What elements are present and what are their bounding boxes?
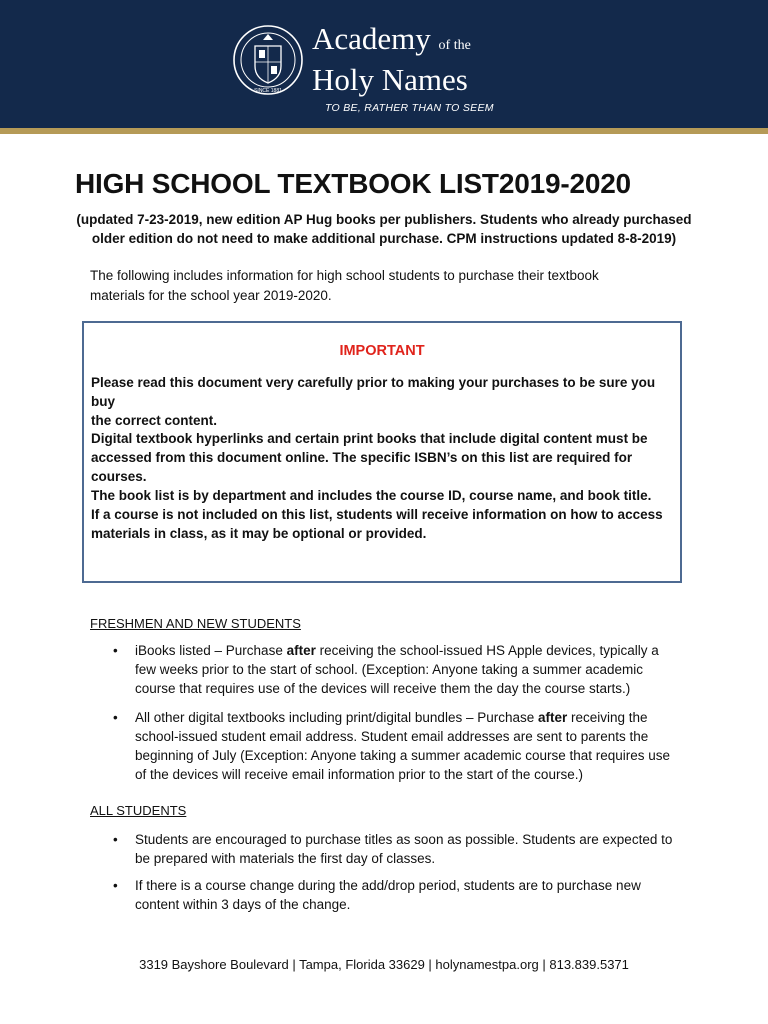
logo-of-the: of the [438,38,471,53]
bullet-text-pre: iBooks listed – Purchase [135,643,287,658]
logo-academy: Academy [312,21,431,56]
update-note-line-2: older edition do not need to make additional purchase. CPM instructions updated 8-8-2019) [91,231,677,246]
bullet-text-post: receiving the school-issued HS Apple devices, typically a few weeks prior to the start of school. (Exception: Anyone taking a summer academic course that requires use of the devices will receive them the day the course starts.) [135,643,659,696]
important-paragraph-1 [91,373,671,430]
important-p3-line-3: materials in class, as it may be optional or provided. [91,526,427,541]
bullet-dot-icon: • [113,710,118,725]
footer-contact-info: 3319 Bayshore Boulevard | Tampa, Florida 33629 | holynamestpa.org | 813.839.5371 [139,957,629,972]
important-p3-line-2: If a course is not included on this list, students will receive information on how to access [91,507,663,522]
bullet-text: Students are encouraged to purchase titles as soon as possible. Students are expected to be prepared with materials the first day of classes. [135,832,673,866]
important-p1-line-1: Please read this document very carefully prior to making your purchases to be sure you buy [91,375,656,409]
bullet-text-pre: All other digital textbooks including print/digital bundles – Purchase [135,710,538,725]
freshmen-bullet-1 [113,641,675,698]
bullet-dot-icon: • [113,643,118,658]
intro-line-2: materials for the school year 2019-2020. [90,288,332,303]
school-seal-icon [233,20,303,100]
update-note-line-1: (updated 7-23-2019, new edition AP Hug books per publishers. Students who already purchased [76,212,692,227]
freshmen-section-heading: FRESHMEN AND NEW STUDENTS [90,616,301,631]
bullet-text: If there is a course change during the add/drop period, students are to purchase new content within 3 days of the change. [135,878,641,912]
update-note [70,210,698,248]
freshmen-bullet-2 [113,708,675,784]
bullet-text-bold: after [286,643,316,658]
important-notice-box [82,321,682,583]
intro-line-1: The following includes information for high school students to purchase their textbook [90,268,599,283]
seal-text: SINCE 1881 [254,88,282,94]
bullet-dot-icon: • [113,878,118,893]
school-logo-wordmark [312,22,471,97]
school-motto: TO BE, RATHER THAN TO SEEM [325,102,494,114]
all-students-bullet-2 [113,876,675,914]
bullet-text-post: receiving the school-issued student email address. Student email addresses are sent to parents the beginning of July (Exception: Anyone taking a summer academic course that requires use of the devices will receive email information prior to the start of the course.) [135,710,671,782]
bullet-text-bold: after [538,710,568,725]
header-gold-rule [0,128,768,134]
logo-holy-names: Holy Names [312,62,468,97]
all-students-bullet-1 [113,830,675,868]
important-heading: IMPORTANT [339,343,425,359]
important-p2-line-2: accessed from this document online. The specific ISBN’s on this list are required for courses. [91,450,633,484]
important-p1-line-2: the correct content. [91,413,218,428]
header-banner [0,0,768,128]
important-p3-line-1: The book list is by department and includes the course ID, course name, and book title. [91,488,652,503]
important-p2-line-1: Digital textbook hyperlinks and certain print books that include digital content must be [91,431,648,446]
bullet-dot-icon: • [113,832,118,847]
page-title: HIGH SCHOOL TEXTBOOK LIST2019-2020 [75,168,631,199]
important-paragraph-3 [91,486,671,543]
all-students-section-heading: ALL STUDENTS [90,803,187,818]
important-paragraph-2 [91,429,671,486]
intro-paragraph [90,266,650,306]
